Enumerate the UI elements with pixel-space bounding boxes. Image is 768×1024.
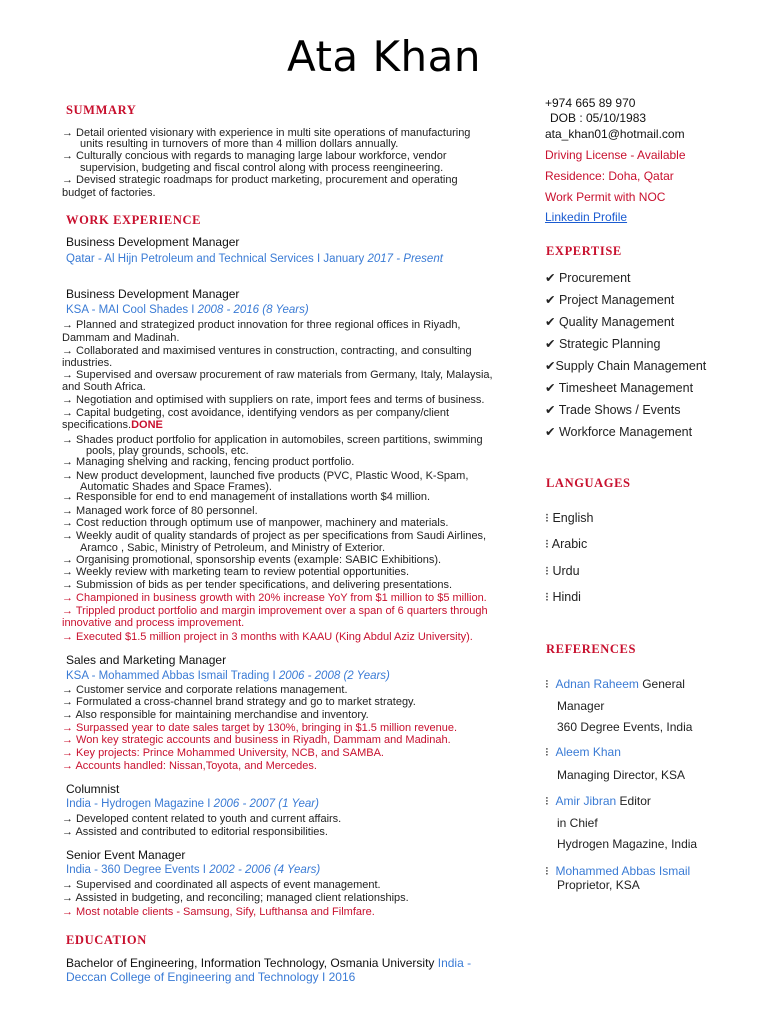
job-bullet: pools, play grounds, schools, etc. [86,445,249,457]
job-bullet: → Developed content related to youth and current affairs. [62,813,342,825]
summary-line: supervision, budgeting and fiscal control along with process reengineering. [80,162,444,174]
job-bullet: → Also responsible for maintaining merchandise and inventory. [62,709,369,721]
references-heading: REFERENCES [546,642,637,656]
expertise-item: ✔ Project Management [545,293,675,307]
job-bullet: → Customer service and corporate relations management. [62,684,348,696]
education-college: Deccan College of Engineering and Technology I 2016 [66,970,356,984]
done-label: DONE [131,419,163,431]
job-bullet: → New product development, launched five products (PVC, Plastic Wood, K-Spam, [62,470,469,482]
job-bullet: → Assisted in budgeting, and reconciling; managed client relationships. [62,892,409,904]
candidate-name: Ata Khan [286,32,482,81]
reference-name: ⁝ Mohammed Abbas Ismail [545,864,691,878]
summary-line: → Devised strategic roadmaps for product marketing, procurement and operating [62,174,458,186]
job-bullet: → Planned and strategized product innovation for three regional offices in Riyadh, [62,319,461,331]
expertise-item: ✔ Timesheet Management [545,381,694,395]
job-bullet: → Assisted and contributed to editorial responsibilities. [62,826,328,838]
contact-license: Driving License - Available [545,148,686,162]
job-title: Business Development Manager [66,287,240,301]
summary-line: units resulting in turnovers of more than 4 million dollars annually. [80,138,399,150]
job-company: KSA - MAI Cool Shades I 2008 - 2016 (8 Years) [66,304,309,316]
job-company: Qatar - Al Hijn Petroleum and Technical Services I January 2017 - Present [66,253,443,265]
job-bullet: → Capital budgeting, cost avoidance, identifying vendors as per company/client [62,407,450,419]
job-achievement: → Key projects: Prince Mohammed University, NCB, and SAMBA. [62,747,384,759]
job-bullet: → Weekly review with marketing team to review potential opportunities. [62,566,410,578]
contact-email[interactable]: ata_khan01@hotmail.com [545,127,685,141]
expertise-item: ✔ Trade Shows / Events [545,403,681,417]
job-title: Columnist [66,782,120,796]
contact-phone: +974 665 89 970 [545,96,636,110]
job-bullet: → Weekly audit of quality standards of project as per specifications from Saudi Airlines, [62,530,487,542]
linkedin-link[interactable]: Linkedin Profile [545,210,628,224]
job-title: Business Development Manager [66,235,240,249]
job-achievement: → Won key strategic accounts and business in Riyadh, Dammam and Madinah. [62,734,451,746]
job-company: India - Hydrogen Magazine I 2006 - 2007 (1 Year) [66,798,319,810]
job-achievement: → Championed in business growth with 20% increase YoY from $1 million to $5 million. [62,592,487,604]
job-bullet: Dammam and Madinah. [62,332,180,344]
job-bullet: → Supervised and oversaw procurement of raw materials from Germany, Italy, Malaysia, [62,369,493,381]
job-achievement: → Most notable clients - Samsung, Sify, Lufthansa and Filmfare. [62,906,375,918]
job-title: Sales and Marketing Manager [66,653,227,667]
expertise-item: ✔ Quality Management [545,315,675,329]
job-bullet: industries. [62,357,113,369]
job-company: KSA - Mohammed Abbas Ismail Trading I 2006 - 2008 (2 Years) [66,670,390,682]
reference-name: ⁝ Adnan Raheem General [545,677,685,691]
expertise-item: ✔ Strategic Planning [545,337,661,351]
expertise-item: ✔ Procurement [545,271,631,285]
summary-line: → Detail oriented visionary with experience in multi site operations of manufacturing [62,127,471,139]
reference-role: Managing Director, KSA [557,768,686,782]
education-heading: EDUCATION [66,933,147,947]
language-item: ⁝ Hindi [545,590,581,604]
language-item: ⁝ Urdu [545,564,580,578]
job-achievement: → Executed $1.5 million project in 3 months with KAAU (King Abdul Aziz University). [62,631,473,643]
summary-line: → Culturally concious with regards to managing large labour workforce, vendor [62,150,447,162]
job-bullet: → Cost reduction through optimum use of manpower, machinery and materials. [62,517,449,529]
job-bullet: → Managed work force of 80 personnel. [62,505,258,517]
job-bullet: → Negotiation and optimised with suppliers on rate, import fees and terms of business. [62,394,485,406]
expertise-item: ✔ Workforce Management [545,425,693,439]
job-bullet: and South Africa. [62,381,146,393]
reference-name: ⁝ Amir Jibran Editor [545,794,651,808]
reference-role: Manager [557,699,605,713]
job-bullet: Automatic Shades and Space Frames). [80,481,272,493]
education-degree: Bachelor of Engineering, Information Technology, Osmania University India - [66,956,472,970]
job-company: India - 360 Degree Events I 2002 - 2006 (4 Years) [66,864,321,876]
contact-dob: DOB : 05/10/1983 [550,111,647,125]
job-bullet: → Shades product portfolio for application in automobiles, screen partitions, swimming [62,434,483,446]
job-bullet: → Supervised and coordinated all aspects of event management. [62,879,381,891]
languages-heading: LANGUAGES [546,476,631,490]
job-title: Senior Event Manager [66,848,186,862]
job-bullet: → Formulated a cross-channel brand strategy and go to market strategy. [62,696,416,708]
job-bullet: specifications.DONE [62,419,163,431]
summary-heading: SUMMARY [66,103,137,117]
job-bullet: → Collaborated and maximised ventures in construction, contracting, and consulting [62,345,472,357]
job-achievement: → Trippled product portfolio and margin improvement over a span of 6 quarters through [62,605,488,617]
language-item: ⁝ English [545,511,594,525]
reference-role: Proprietor, KSA [557,878,640,892]
job-achievement: → Surpassed year to date sales target by 130%, bringing in $1.5 million revenue. [62,722,458,734]
job-bullet: → Organising promotional, sponsorship events (example: SABIC Exhibitions). [62,554,442,566]
job-achievement: innovative and process improvement. [62,617,245,629]
job-bullet: → Responsible for end to end management of installations worth $4 million. [62,491,431,503]
reference-name: ⁝ Aleem Khan [545,745,621,759]
reference-role: in Chief [557,816,598,830]
work-experience-heading: WORK EXPERIENCE [66,213,202,227]
job-bullet: Aramco , Sabic, Ministry of Petroleum, and Ministry of Exterior. [80,542,386,554]
job-bullet: → Submission of bids as per tender specifications, and delivering presentations. [62,579,453,591]
expertise-item: ✔Supply Chain Management [545,359,707,373]
contact-residence: Residence: Doha, Qatar [545,169,674,183]
contact-permit: Work Permit with NOC [545,190,666,204]
job-bullet: → Managing shelving and racking, fencing product portfolio. [62,456,355,468]
summary-line: budget of factories. [62,187,156,199]
reference-org: 360 Degree Events, India [557,720,693,734]
language-item: ⁝ Arabic [545,537,588,551]
expertise-heading: EXPERTISE [546,244,622,258]
reference-org: Hydrogen Magazine, India [557,837,698,851]
job-achievement: → Accounts handled: Nissan,Toyota, and Mercedes. [62,760,317,772]
